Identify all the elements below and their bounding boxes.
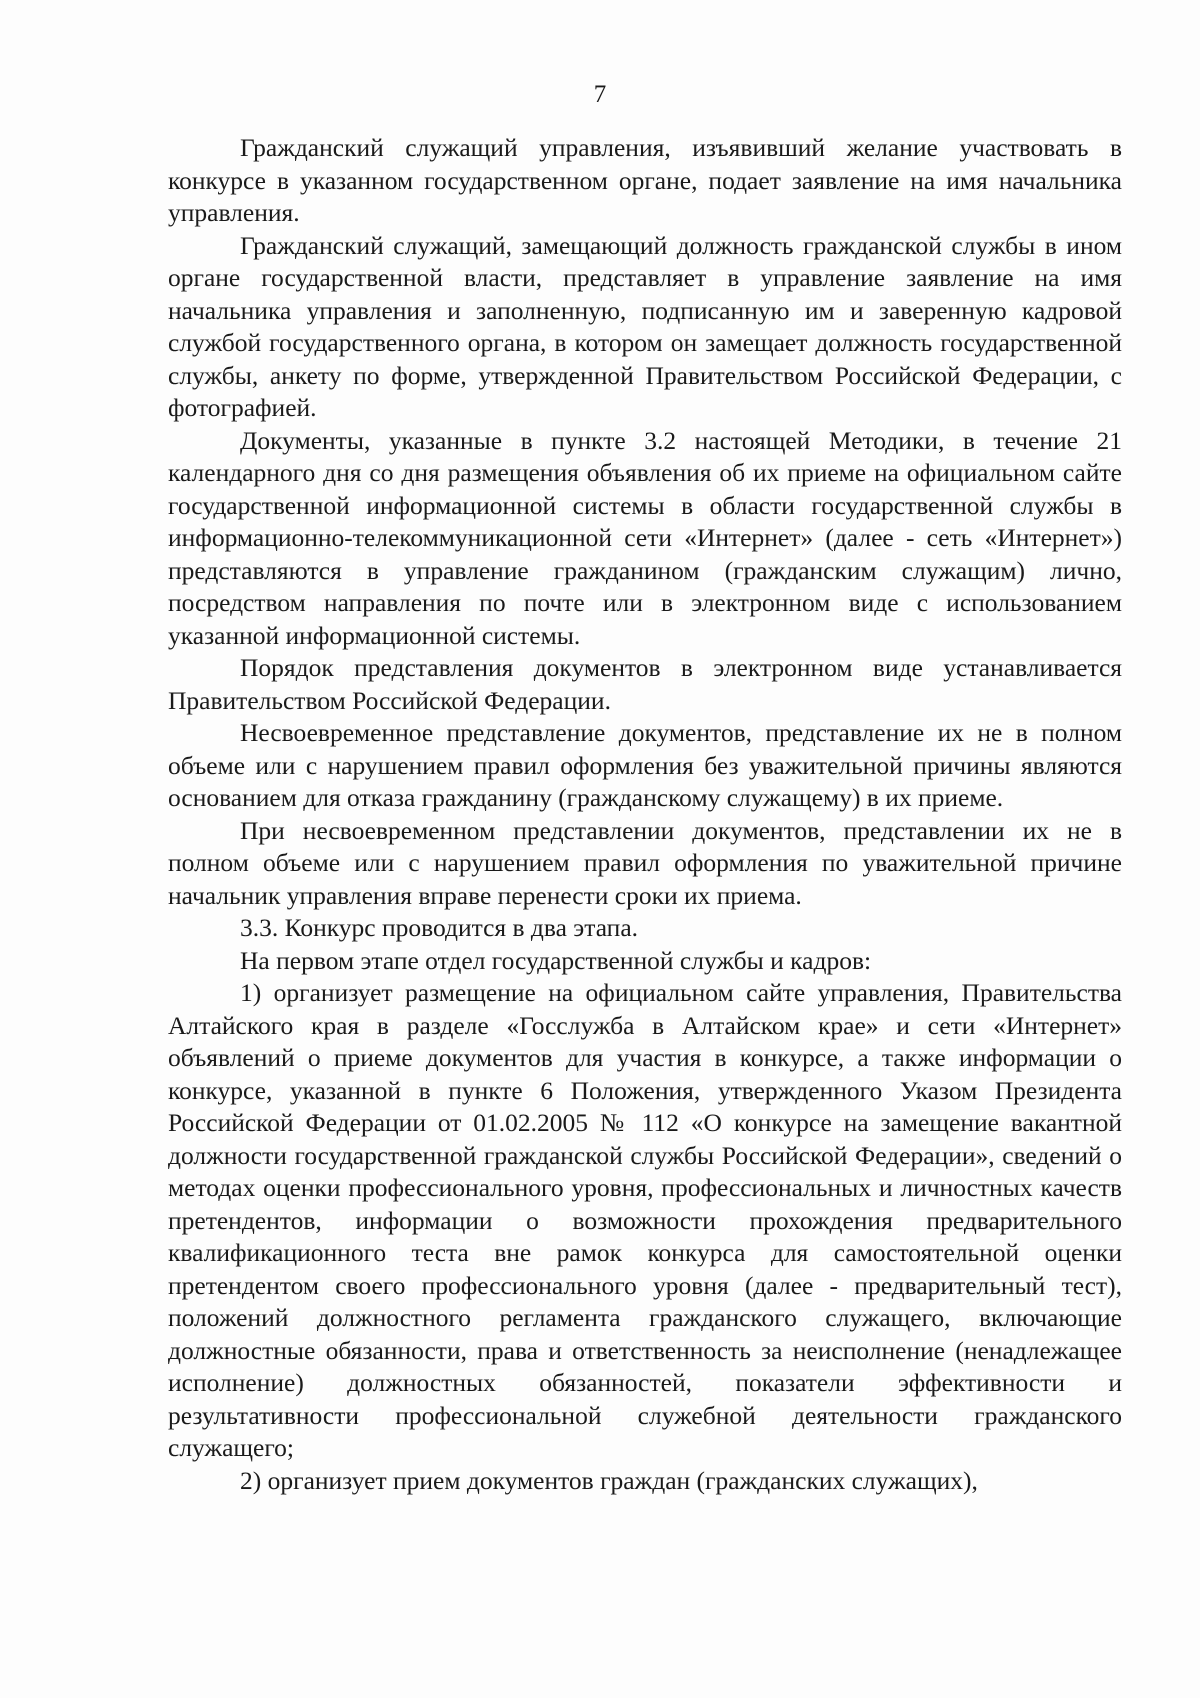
paragraph: Гражданский служащий управления, изъявивший желание участвовать в конкурсе в указанном государственном органе, подает заявление на имя начальника управления. — [168, 133, 1122, 227]
paragraph: Гражданский служащий, замещающий должность гражданской службы в ином органе государственной власти, представляет в управление заявление на имя начальника управления и заполненную, подписанную им и заверенную кадровой службой государственного органа, в котором он замещает должность государственной службы, анкету по форме, утвержденной Правительством Российской Федерации, с фотографией. — [168, 230, 1122, 422]
paragraph: На первом этапе отдел государственной службы и кадров: — [240, 945, 872, 975]
paragraph: 2) организует прием документов граждан (гражданских служащих), — [240, 1465, 978, 1495]
paragraph: При несвоевременном представлении документов, представлении их не в полном объеме или с нарушением правил оформления по уважительной причине начальник управления вправе перенести сроки их приема. — [168, 815, 1122, 910]
paragraph: 3.3. Конкурс проводится в два этапа. — [240, 913, 639, 942]
page-number: 7 — [593, 81, 607, 108]
paragraph: Порядок представления документов в электронном виде устанавливается Правительством Российской Федерации. — [168, 653, 1122, 715]
paragraph: Несвоевременное представление документов, представление их не в полном объеме или с нарушением правил оформления без уважительной причины являются основанием для отказа гражданину (гражданскому служащему) в их приеме. — [168, 718, 1122, 812]
paragraph: Документы, указанные в пункте 3.2 настоящей Методики, в течение 21 календарного дня со дня размещения объявления об их приеме на официальном сайте государственной информационной системы в области государственной службы в информационно-телекоммуникационной сети «Интернет» (далее - сеть «Интернет») представляются в управление гражданином (гражданским служащим) лично, посредством направления по почте или в электронном виде с использованием указанной информационной системы. — [168, 425, 1122, 650]
paragraph: 1) организует размещение на официальном сайте управления, Правительства Алтайского края в разделе «Госслужба в Алтайском крае» и сети «Интернет» объявлений о приеме документов для участия в конкурсе, а также информации о конкурсе, указанной в пункте 6 Положения, утвержденного Указом Президента Российской Федерации от 01.02.2005 № 112 «О конкурсе на замещение вакантной должности государственной гражданской службы Российской Федерации», сведений о методах оценки профессионального уровня, профессиональных и личностных качеств претендентов, информации о возможности прохождения предварительного квалификационного теста вне рамок конкурса для самостоятельной оценки претендентом своего профессионального уровня (далее - предварительный тест), положений должностного регламента гражданского служащего, включающие должностные обязанности, права и ответственность за неисполнение (ненадлежащее исполнение) должностных обязанностей, показатели эффективности и результативности профессиональной служебной деятельности гражданского служащего; — [168, 978, 1122, 1462]
document-body — [168, 132, 1122, 1497]
